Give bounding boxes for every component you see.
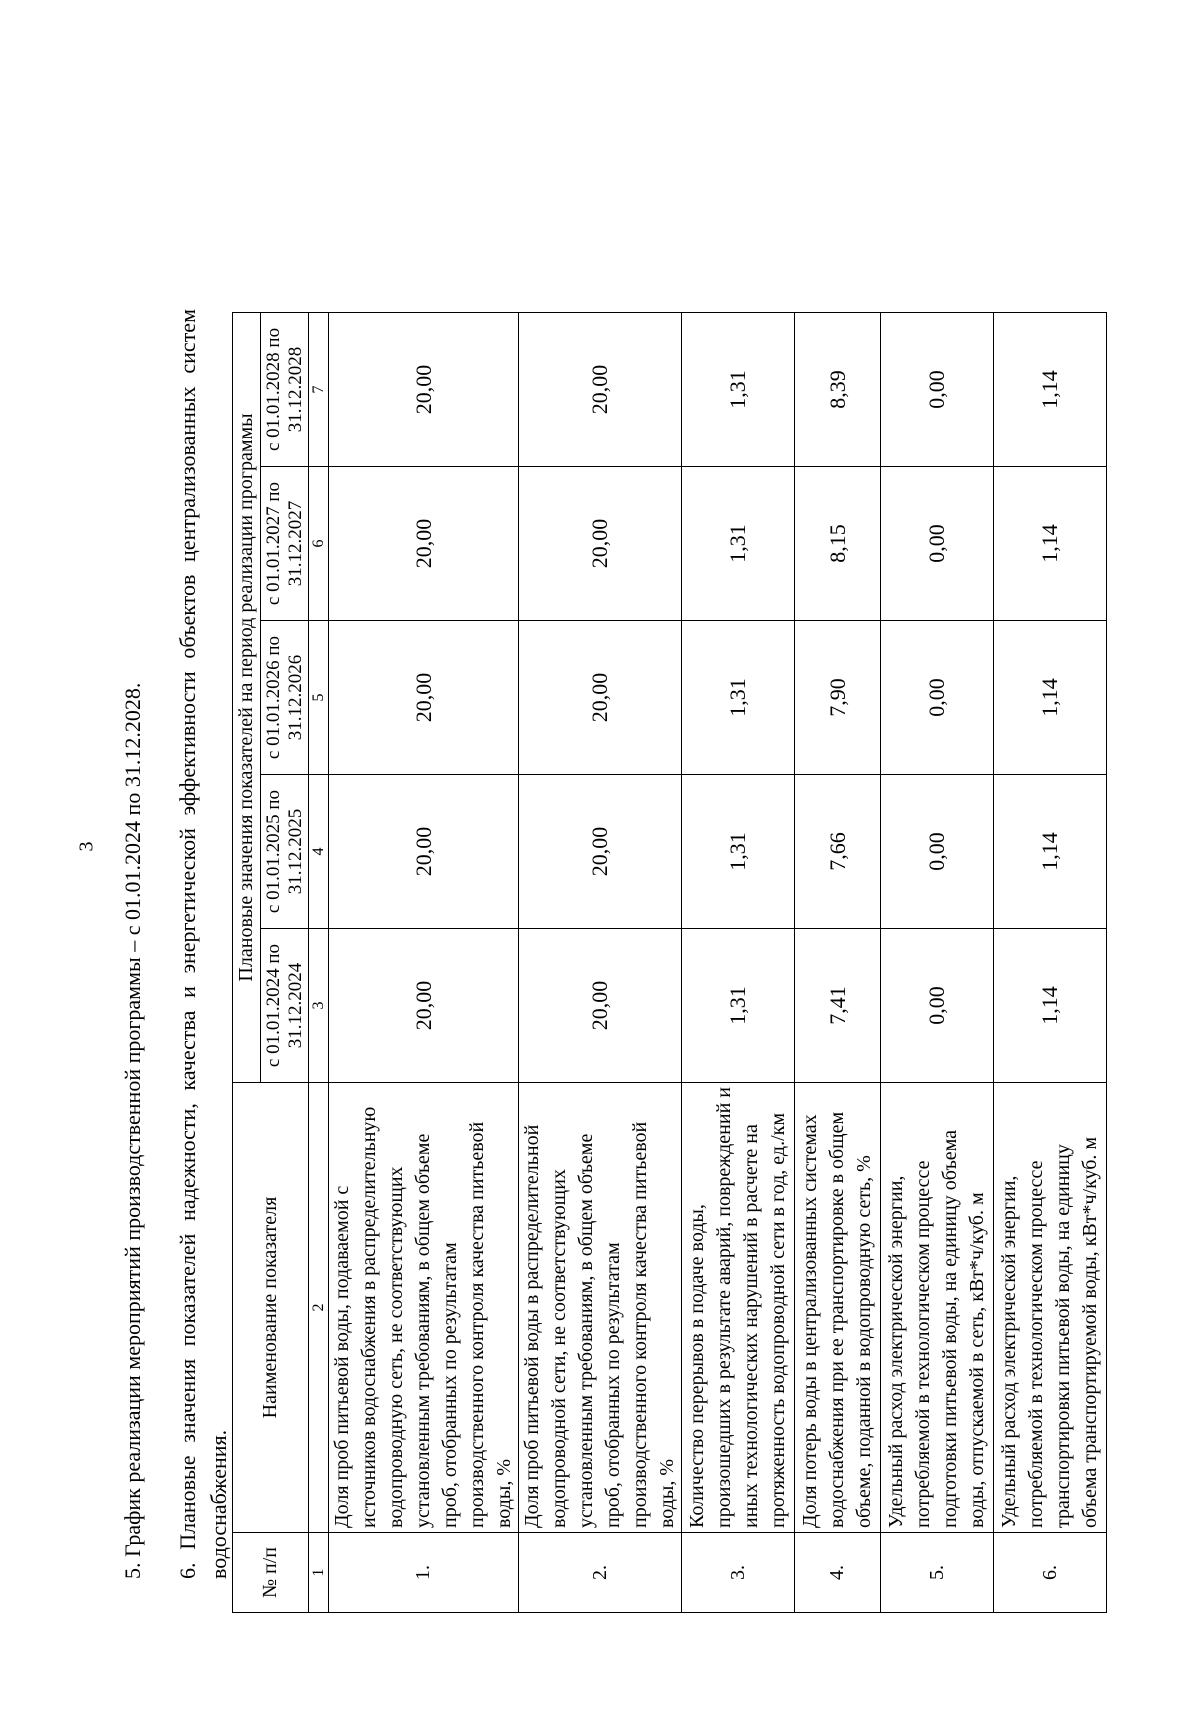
- header-group: Плановые значения показателей на период реализации программы: [233, 312, 261, 1082]
- value-cell: 1,14: [994, 312, 1107, 466]
- value-cell: 1,31: [682, 312, 795, 466]
- row-number: 2.: [519, 1533, 682, 1613]
- value-cell: 20,00: [329, 621, 519, 775]
- header-row-1: [233, 312, 261, 1612]
- indicator-name: Удельный расход электрической энергии, потребляемой в технологическом процессе транспортировки питьевой воды, на единицу объема транспортируемой воды, кВт*ч/куб. м: [994, 1083, 1107, 1533]
- indicator-name: Доля проб питьевой воды в распределительной водопроводной сети, не соответствующих установленным требованиям, в общем объеме проб, отобранных по результатам производственного контроля качества питьевой воды, %: [519, 1083, 682, 1533]
- section-5-heading: 5. График реализации мероприятий производственной программы – с 01.01.2024 по 31.12.2028.: [120, 682, 145, 1579]
- page-number: 3: [75, 841, 98, 852]
- row-number: 1.: [329, 1533, 519, 1613]
- value-cell: 1,14: [994, 467, 1107, 621]
- table-row: [881, 312, 994, 1612]
- value-cell: 20,00: [329, 775, 519, 929]
- value-cell: 20,00: [519, 467, 682, 621]
- value-cell: 8,15: [795, 467, 881, 621]
- rotated-content: [120, 96, 1101, 1636]
- value-cell: 1,31: [682, 467, 795, 621]
- column-number: 2: [309, 1083, 329, 1533]
- value-cell: 7,41: [795, 929, 881, 1083]
- section-6-heading: 6. Плановые значения показателей надежности, качества и энергетической эффективности объектов централизованных систем водоснабжения.: [175, 309, 231, 1579]
- indicator-name: Доля потерь воды в централизованных системах водоснабжения при ее транспортировке в общем объеме, поданной в водопроводную сеть, %: [795, 1083, 881, 1533]
- value-cell: 20,00: [519, 929, 682, 1083]
- value-cell: 1,14: [994, 775, 1107, 929]
- table-row: [994, 312, 1107, 1612]
- value-cell: 1,31: [682, 621, 795, 775]
- value-cell: 1,14: [994, 621, 1107, 775]
- column-number: 1: [309, 1533, 329, 1613]
- value-cell: 0,00: [881, 312, 994, 466]
- value-cell: 7,90: [795, 621, 881, 775]
- value-cell: 0,00: [881, 621, 994, 775]
- value-cell: 20,00: [519, 312, 682, 466]
- value-cell: 20,00: [519, 621, 682, 775]
- indicator-name: Удельный расход электрической энергии, потребляемой в технологическом процессе подготовки питьевой воды, на единицу объема воды, отпускаемой в сеть, кВт*ч/куб. м: [881, 1083, 994, 1533]
- table-row: [329, 312, 519, 1612]
- column-number: 6: [309, 467, 329, 621]
- value-cell: 0,00: [881, 467, 994, 621]
- value-cell: 1,31: [682, 929, 795, 1083]
- period-header: с 01.01.2027 по 31.12.2027: [261, 467, 309, 621]
- column-number: 4: [309, 775, 329, 929]
- period-header: с 01.01.2025 по 31.12.2025: [261, 775, 309, 929]
- column-number: 7: [309, 312, 329, 466]
- indicator-name: Количество перерывов в подаче воды, произошедших в результате аварий, повреждений и иных технологических нарушений в расчете на протяженность водопроводной сети в год, ед./км: [682, 1083, 795, 1533]
- column-number-row: [309, 312, 329, 1612]
- table-row: [682, 312, 795, 1612]
- value-cell: 1,31: [682, 775, 795, 929]
- value-cell: 7,66: [795, 775, 881, 929]
- value-cell: 20,00: [519, 775, 682, 929]
- table-row: [519, 312, 682, 1612]
- header-name: Наименование показателя: [233, 1083, 309, 1533]
- period-header: с 01.01.2026 по 31.12.2026: [261, 621, 309, 775]
- row-number: 3.: [682, 1533, 795, 1613]
- indicators-table: [232, 312, 1107, 1613]
- period-header: с 01.01.2024 по 31.12.2024: [261, 929, 309, 1083]
- column-number: 5: [309, 621, 329, 775]
- row-number: 4.: [795, 1533, 881, 1613]
- period-header: с 01.01.2028 по 31.12.2028: [261, 312, 309, 466]
- row-number: 6.: [994, 1533, 1107, 1613]
- value-cell: 20,00: [329, 312, 519, 466]
- value-cell: 0,00: [881, 775, 994, 929]
- row-number: 5.: [881, 1533, 994, 1613]
- value-cell: 20,00: [329, 929, 519, 1083]
- table-row: [795, 312, 881, 1612]
- value-cell: 8,39: [795, 312, 881, 466]
- header-num: № п/п: [233, 1533, 309, 1613]
- value-cell: 1,14: [994, 929, 1107, 1083]
- column-number: 3: [309, 929, 329, 1083]
- value-cell: 20,00: [329, 467, 519, 621]
- value-cell: 0,00: [881, 929, 994, 1083]
- indicator-name: Доля проб питьевой воды, подаваемой с источников водоснабжения в распределительную водопроводную сеть, не соответствующих установленным требованиям, в общем объеме проб, отобранных по результатам производственного контроля качества питьевой воды, %: [329, 1083, 519, 1533]
